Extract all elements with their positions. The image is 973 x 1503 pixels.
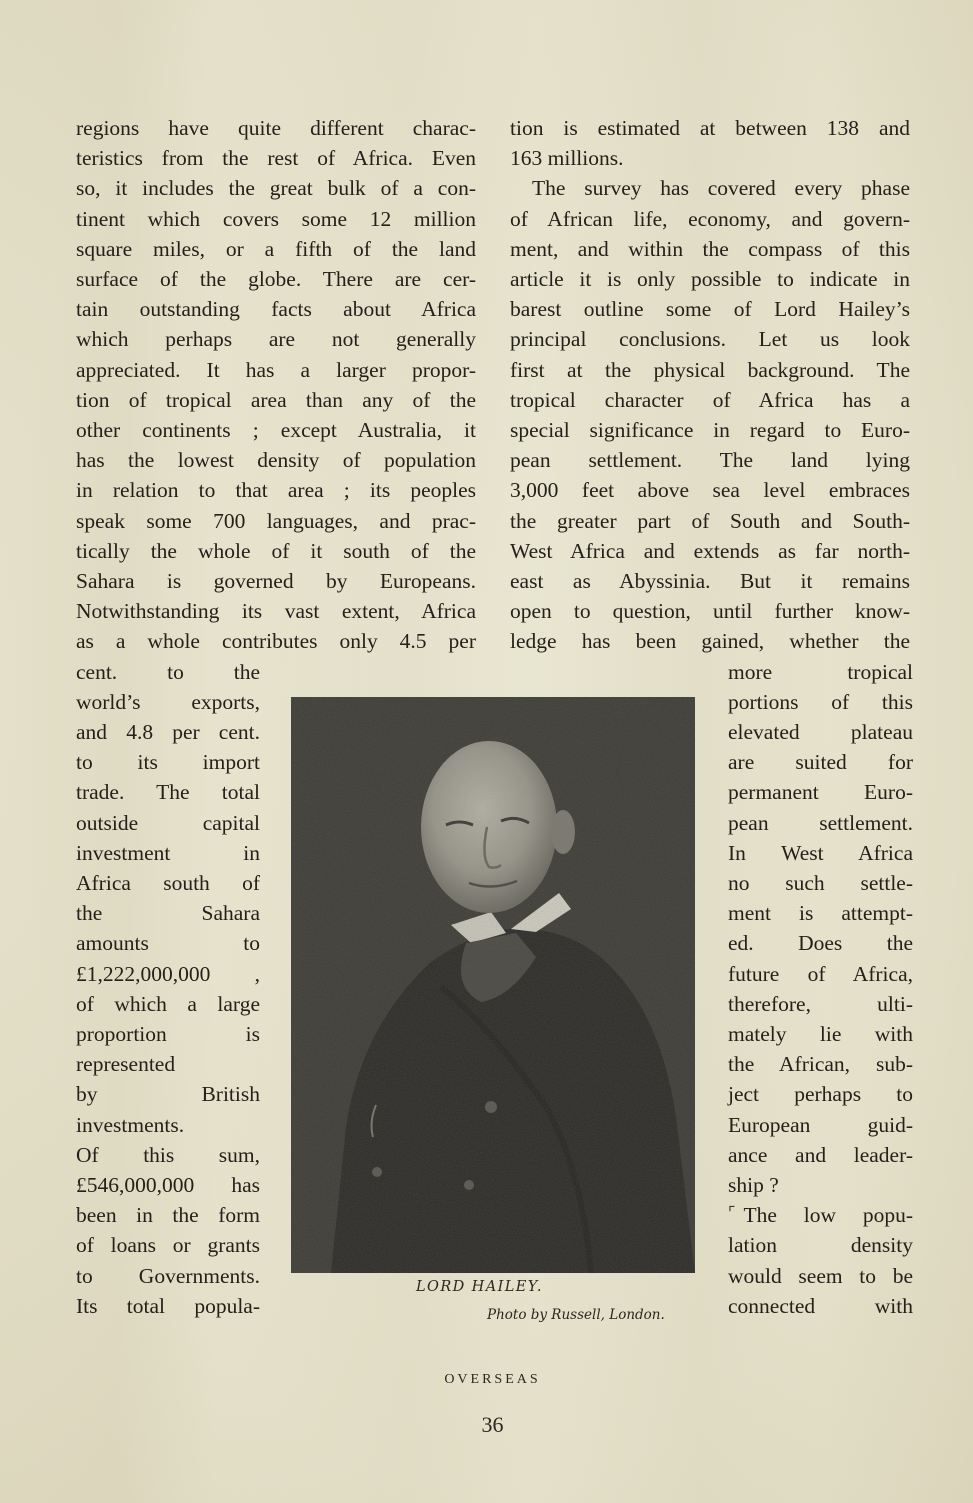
text-line: barest outline some of Lord Hailey’s: [510, 297, 910, 322]
text-line: The survey has covered every phase: [532, 176, 910, 201]
text-line: surface of the globe. There are cer-: [76, 267, 476, 291]
text-line: portions of this: [728, 689, 913, 714]
text-line: the African, sub-: [728, 1052, 913, 1077]
text-line: Africa south of: [76, 871, 260, 895]
text-line: ment is attempt-: [728, 901, 913, 926]
text-line: to Governments.: [76, 1263, 260, 1288]
text-line: investments.: [76, 1112, 185, 1137]
text-line: tain outstanding facts about Africa: [76, 297, 476, 322]
text-line: by British: [76, 1082, 260, 1107]
text-line: teristics from the rest of Africa. Even: [76, 146, 476, 171]
text-line: ship ?: [728, 1173, 779, 1197]
text-line: of loans or grants: [76, 1233, 260, 1258]
text-line: lation density: [728, 1233, 913, 1258]
text-line: ed. Does the: [728, 931, 913, 956]
text-line: Notwithstanding its vast extent, Africa: [76, 599, 476, 624]
text-line: appreciated. It has a larger propor-: [76, 357, 476, 382]
text-line: tinent which covers some 12 million: [76, 206, 476, 231]
text-line: the greater part of South and South-: [510, 508, 910, 533]
text-line: and 4.8 per cent.: [76, 720, 260, 744]
text-line: Its total popula-: [76, 1293, 260, 1318]
publication-footer: OVERSEAS: [444, 1372, 541, 1387]
text-line: pean settlement. The land lying: [510, 448, 910, 473]
text-line: investment in: [76, 840, 260, 865]
text-line: permanent Euro-: [728, 780, 913, 805]
text-line: 163 millions.: [510, 146, 624, 171]
text-line-paragraph-start: [728, 1200, 913, 1230]
text-line: tion of tropical area than any of the: [76, 387, 476, 412]
text-line: future of Africa,: [728, 961, 913, 986]
photo-grain: [291, 697, 695, 1273]
text-line: special significance in regard to Euro-: [510, 418, 910, 442]
text-line: the Sahara: [76, 901, 260, 926]
photo-caption-credit: Photo by Russell, London.: [487, 1307, 665, 1323]
text-line: other continents ; except Australia, it: [76, 418, 476, 442]
text-line: more tropical: [728, 659, 913, 684]
text-line: square miles, or a fifth of the land: [76, 236, 476, 261]
text-line: £1,222,000,000 ,: [76, 961, 260, 986]
page-number: 36: [481, 1412, 504, 1437]
text-line: amounts to: [76, 931, 260, 956]
text-line: therefore, ulti-: [728, 991, 913, 1016]
text-line: are suited for: [728, 750, 913, 775]
text-line: ject perhaps to: [728, 1082, 913, 1107]
text-line: proportion is: [76, 1022, 260, 1046]
text-line: tropical character of Africa has a: [510, 387, 910, 412]
text-line: mately lie with: [728, 1022, 913, 1046]
text-line: ledge has been gained, whether the: [510, 629, 910, 654]
text-line: £546,000,000 has: [76, 1173, 260, 1197]
text-line: West Africa and extends as far north-: [510, 538, 910, 563]
text-line: principal conclusions. Let us look: [510, 327, 910, 352]
text-line: tion is estimated at between 138 and: [510, 116, 910, 140]
text-line: which perhaps are not generally: [76, 327, 476, 352]
text-line: outside capital: [76, 810, 260, 835]
text-line: been in the form: [76, 1203, 260, 1228]
text-line: has the lowest density of population: [76, 448, 476, 473]
text-line: European guid-: [728, 1112, 913, 1137]
portrait-photo: [291, 697, 695, 1273]
bracket-mark-icon: ⌜: [728, 1203, 736, 1223]
text-line: represented: [76, 1052, 176, 1077]
text-line: ment, and within the compass of this: [510, 236, 910, 261]
text-line: world’s exports,: [76, 689, 260, 714]
text-line: so, it includes the great bulk of a con-: [76, 176, 476, 201]
text-line: Sahara is governed by Europeans.: [76, 569, 476, 593]
text-line: In West Africa: [728, 840, 913, 865]
text-line: as a whole contributes only 4.5 per: [76, 629, 476, 654]
portrait-illustration: [291, 697, 695, 1273]
text-line: first at the physical background. The: [510, 357, 910, 382]
text-line: would seem to be: [728, 1263, 913, 1288]
text-line: to its import: [76, 750, 260, 775]
text-line: pean settlement.: [728, 810, 913, 835]
text-line: Of this sum,: [76, 1142, 260, 1167]
text-span: The low popu-: [743, 1203, 913, 1228]
text-line: connected with: [728, 1293, 913, 1318]
text-line: of African life, economy, and govern-: [510, 206, 910, 231]
text-line: no such settle-: [728, 871, 913, 895]
text-line: speak some 700 languages, and prac-: [76, 508, 476, 533]
text-line: elevated plateau: [728, 720, 913, 744]
photo-caption-title: LORD HAILEY.: [416, 1279, 543, 1295]
text-line: of which a large: [76, 991, 260, 1016]
text-line: in relation to that area ; its peoples: [76, 478, 476, 503]
text-line: trade. The total: [76, 780, 260, 805]
text-line: regions have quite different charac-: [76, 116, 476, 140]
text-line: article it is only possible to indicate in: [510, 267, 910, 291]
text-line: tically the whole of it south of the: [76, 538, 476, 563]
text-line: east as Abyssinia. But it remains: [510, 569, 910, 593]
text-line: 3,000 feet above sea level embraces: [510, 478, 910, 503]
text-line: cent. to the: [76, 659, 260, 684]
text-line: ance and leader-: [728, 1142, 913, 1167]
text-line: open to question, until further know-: [510, 599, 910, 624]
